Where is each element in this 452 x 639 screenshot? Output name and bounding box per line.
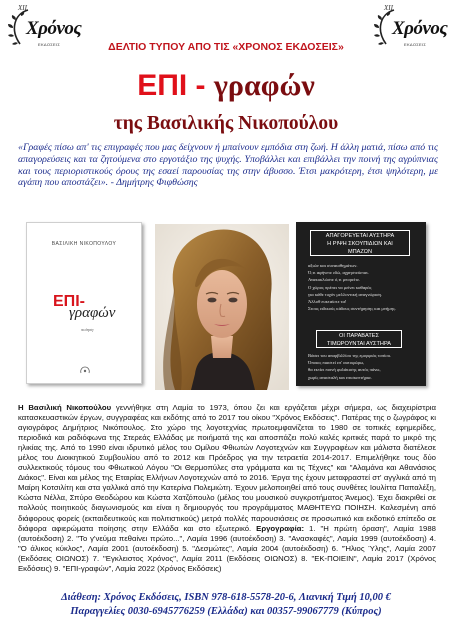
warning-line: Η ΡΙΨΗ ΣΚΟΥΠΙΔΙΩΝ ΚΑΙ (327, 241, 393, 247)
back-cover-poem-part1 (308, 262, 420, 312)
poem-line: Ανακυκλώστε ό,τι μπορείτε. (308, 277, 361, 283)
book-title (0, 69, 452, 103)
quote-text: «Γραφές πίσω απ' τις επιγραφές που μας δείχνουν ή μπαίνουν εμπόδια στη ζωή. Η άλλη ματιά, πίσω από τις απαγορεύσεις και τα ζητούμενα στο εργοτάξιο της ψυχής. Υποβάλλει και επιβάλλει την ποινή της αγρύπνιας και τους περιοριστικούς όρους της εσαεί παρουσίας της στην άβυσσο. Έτσι μακρότερη, έτσι ψηλότερη, με αγάπη που αποστάζει». (18, 142, 438, 189)
book-back-cover (296, 222, 426, 386)
poem-line: χωρίς ανασταλή και επισκεπτήρια. (308, 374, 372, 380)
author-line: της Βασιλικής Νικοπούλου (113, 113, 339, 134)
logo-brand-text: Χρόνος (26, 18, 82, 39)
penalty-line: ΟΙ ΠΑΡΑΒΑΤΕΣ (339, 333, 379, 339)
author-biography (18, 403, 436, 574)
author-portrait-image (155, 224, 289, 390)
book-front-cover (26, 222, 142, 384)
logo-numeral: XII (384, 4, 393, 12)
quote-attribution: Δημήτρης Φιφθώσης (116, 177, 198, 189)
warning-line: ΑΠΑΓΟΡΕΥΕΤΑΙ ΑΥΣΤΗΡΑ (325, 233, 395, 239)
cover-title-prefix: ΕΠΙ- (53, 293, 85, 310)
title-part-prefix: ΕΠΙ (137, 69, 188, 102)
bio-author-name: Η Βασιλική Νικοπούλου (18, 403, 112, 412)
warning-line: ΜΠΑΖΩΝ (347, 249, 373, 255)
poem-line: Όποιος πιαστεί επ' αυτοφώρω, (308, 360, 365, 366)
logo-subtext: ΕΚΔΟΣΕΙΣ (404, 42, 427, 47)
warning-sign-box (310, 230, 410, 256)
logo-subtext: ΕΚΔΟΣΕΙΣ (38, 42, 61, 47)
poem-line: Βάσει του απαρβιλλίου της εμορφιάς τοπίου. (308, 353, 392, 358)
logo-brand-text: Χρόνος (392, 18, 448, 39)
cover-author: ΒΑΣΙΛΙΚΗ ΝΙΚΟΠΟΥΛΟΥ (51, 241, 117, 247)
poem-line: για κάθε τυχόν μελλοντική αναγνώριση. (308, 291, 383, 297)
back-cover-poem-part2 (308, 352, 420, 381)
cover-title-main: γραφών (69, 305, 116, 321)
poem-line: αξιών και συναισθημάτων. (308, 263, 358, 268)
orders-contact: Παραγγελίες 0030-6945776259 (Ελλάδα) και 00357-99067779 (Κύπρος) (70, 606, 382, 617)
review-quote: «Γραφές πίσω απ' τις επιγραφές που μας δείχνουν ή μπαίνουν εμπόδια στη ζωή. Η άλλη ματιά, πίσω από τις απαγορεύσεις και τα ζητούμενα στο εργοτάξιο της ψυχής. Υποβάλλει και επιβάλλει την ποινή της αγρύπνιας και τους περιοριστικούς όρους της εσαεί παρουσίας της στην άβυσσο. Έτσι μακρότερη, έτσι ψηλότερη, με αγάπη που αποστάζει». - Δημήτρης Φιφθώσης (18, 142, 438, 189)
title-part-main: γραφών (213, 69, 315, 102)
bibliography-text: 1. "Η πρώτη όραση", Λαμία 1988 (αυτοέκδοση) 2. "Το γ'νεύμα πεθαίνει πρώτο...", Λαμία 1996 (αυτοέκδοση) 3. "Ανασκαφές", Λαμία 1999 (αυτοέκδοση) 4. "Ο άλικος κύκλος", Λαμία 2001 (αυτοέκδοση) 5. "Δεσμώτες", Λαμία 2004 (αυτοέκδοση) 6. "Ήλιος Ύλης", Λαμία 2007 (Εκδόσεις ΟΙΩΝΟΣ) 7. "Εγκλειστος Χρόνος", Λαμία 2011 (Εκδόσεις ΟΙΩΝΟΣ) 8. "ΕΚ-ΠΟΙΕΙΝ", Λαμία 2017 (Χρόνος Εκδόσεις) 9. "ΕΠΙ-γραφών", Λαμία 2022 (Χρόνος Εκδόσεις) (18, 523, 436, 573)
poem-line: Άλλοθ ευκταίοτε τα! (308, 299, 347, 305)
title-dash: - (187, 69, 214, 102)
poem-line: Ό,τι αφήνετε εδώ, αχρηστεύεται. (308, 270, 369, 276)
distribution-info: Διάθεση: Χρόνος Εκδόσεις, ISBN 978-618-5578-20-6, Λιανική Τιμή 10,00 € (61, 592, 391, 603)
poem-line: Στους ειδικούς κάδους συντήρησης και μνήμης. (308, 306, 397, 312)
cover-subtitle: ποίηση (81, 327, 94, 332)
publisher-mark-icon (79, 365, 91, 375)
poem-line: Ο χώρος πρέπει να μείνει καθαρός (308, 284, 372, 290)
bibliography-label: Εργογραφία: (256, 523, 305, 533)
bio-text: γεννήθηκε στη Λαμία το 1973, όπου ζει και εργάζεται μέχρι σήμερα, ως διαχειρίστρια κατασκευαστικών έργων, συγγραφέας και εκδότης από το 2017 του οίκου "Χρόνος Εκδόσεις". Πατέρας της ο ζωγράφος κι αγιογράφος Δημήτριος Νικόπουλος. Στο χώρο της λογοτεχνίας πρωτοεμφανίζεται το 1980 σε τοπικές εφημερίδες, περιοδικά και ραδιόφωνα της Στερεάς Ελλάδας με ποιήματά της και αποσπάζει πολύ καλές κριτικές παρά το μικρό της ηλικίας της. Από το 1990 είναι ιδρυτικό μέλος του Ομίλου Φθιωτών Λογοτεχνών και Συγγραφέων και μάλιστα διατέλεσε μέλος του Διοικητικού Συμβουλίου από το 2012 και Πρόεδρος για την τετραετία 2014-2017. Επιμελήθηκε τους δύο συλλεκτικούς τόμους του Φθιωτικού Λόγου "Οι Θερμοπύλες στα γράμματα και τις Τέχνες" και "Αλαμάνα και Αθανάσιος Διάκος". Είναι και μέλος της Εταιρίας Ελλήνων Λογοτεχνών από το 2016. Έργα της έχουν μεταφραστεί στ' αγγλικά από τη Μαίρη Κοτσιλίτη και στα γαλλικά από την Κατερίνα Πολεμιώτη. Έχουν μελοποιηθεί από τους συνθέτες Ιουλίττα Παπαλέξη, Κώστα Νέλλα, Σπύρο Θεοδώρου και Κώστα Χατζόπουλο (μέλος του μουσικού συγκροτήματος Άνεμος). Έχει διακριθεί σε πολλούς ποιητικούς διαγωνισμούς και είναι η δημιουργός του προγράμματος ΜΑΘΗΤΕΥΩ ΠΟΙΗΣΗ. Καλεσμένη από διάφορους φορείς (εκπαιδευτικούς και πολιτιστικούς) μετρά πολλές παρουσιάσεις σε προσωπικό και εκδοτικό επίπεδο σε διάφορα αφιερώματα ποίησης στην Ελλάδα και στο εξωτερικό. (18, 403, 437, 533)
poem-line: θα εκτίει ποινή φυλάκισης αυτός πάνω, (308, 367, 381, 373)
press-release-heading: ΔΕΛΤΙΟ ΤΥΠΟΥ ΑΠΟ ΤΙΣ «ΧΡΟΝΟΣ ΕΚΔΟΣΕΙΣ» (108, 41, 344, 53)
logo-numeral: XII (18, 4, 27, 12)
penalty-line: ΤΙΜΩΡΟΥΝΤΑΙ ΑΥΣΤΗΡΑ (326, 341, 392, 347)
penalty-sign-box (316, 330, 402, 348)
